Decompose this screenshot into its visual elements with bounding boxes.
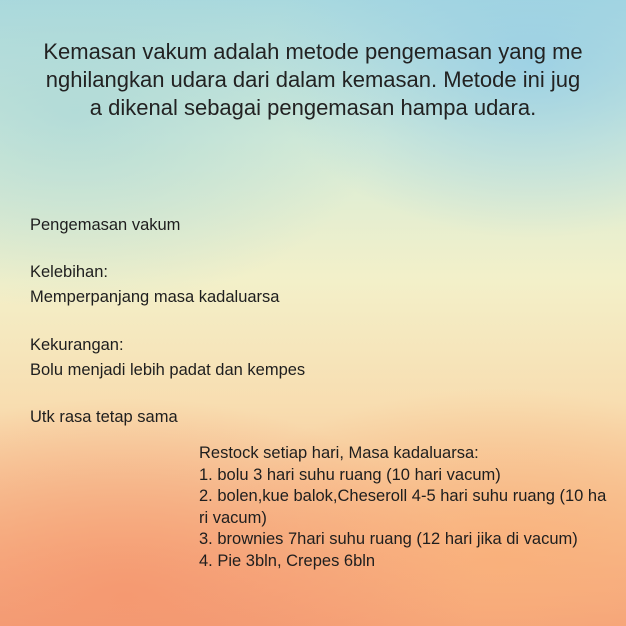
- expiry-item: 1. bolu 3 hari suhu ruang (10 hari vacum): [199, 465, 501, 484]
- expiry-item: 2. bolen,kue balok,Cheseroll 4-5 hari suhu ruang (10 hari vacum): [199, 487, 607, 527]
- section-title: Pengemasan vakum: [30, 216, 181, 234]
- expiry-intro: Restock setiap hari, Masa kadaluarsa:: [199, 444, 479, 462]
- advantages-text: Memperpanjang masa kadaluarsa: [30, 288, 280, 306]
- expiry-item: 4. Pie 3bln, Crepes 6bln: [199, 551, 376, 570]
- expiry-item: 3. brownies 7hari suhu ruang (12 hari jika di vacum): [199, 530, 578, 549]
- disadvantages-label: Kekurangan:: [30, 336, 124, 354]
- expiry-list: [199, 443, 611, 573]
- advantages-label: Kelebihan:: [30, 263, 108, 281]
- disadvantages-text: Bolu menjadi lebih padat dan kempes: [30, 361, 306, 379]
- tip-label: Utk rasa tetap sama: [30, 408, 178, 426]
- page-heading: Kemasan vakum adalah metode pengemasan yang menghilangkan udara dari dalam kemasan. Metode ini juga dikenal sebagai pengemasan hampa udara.: [43, 39, 583, 120]
